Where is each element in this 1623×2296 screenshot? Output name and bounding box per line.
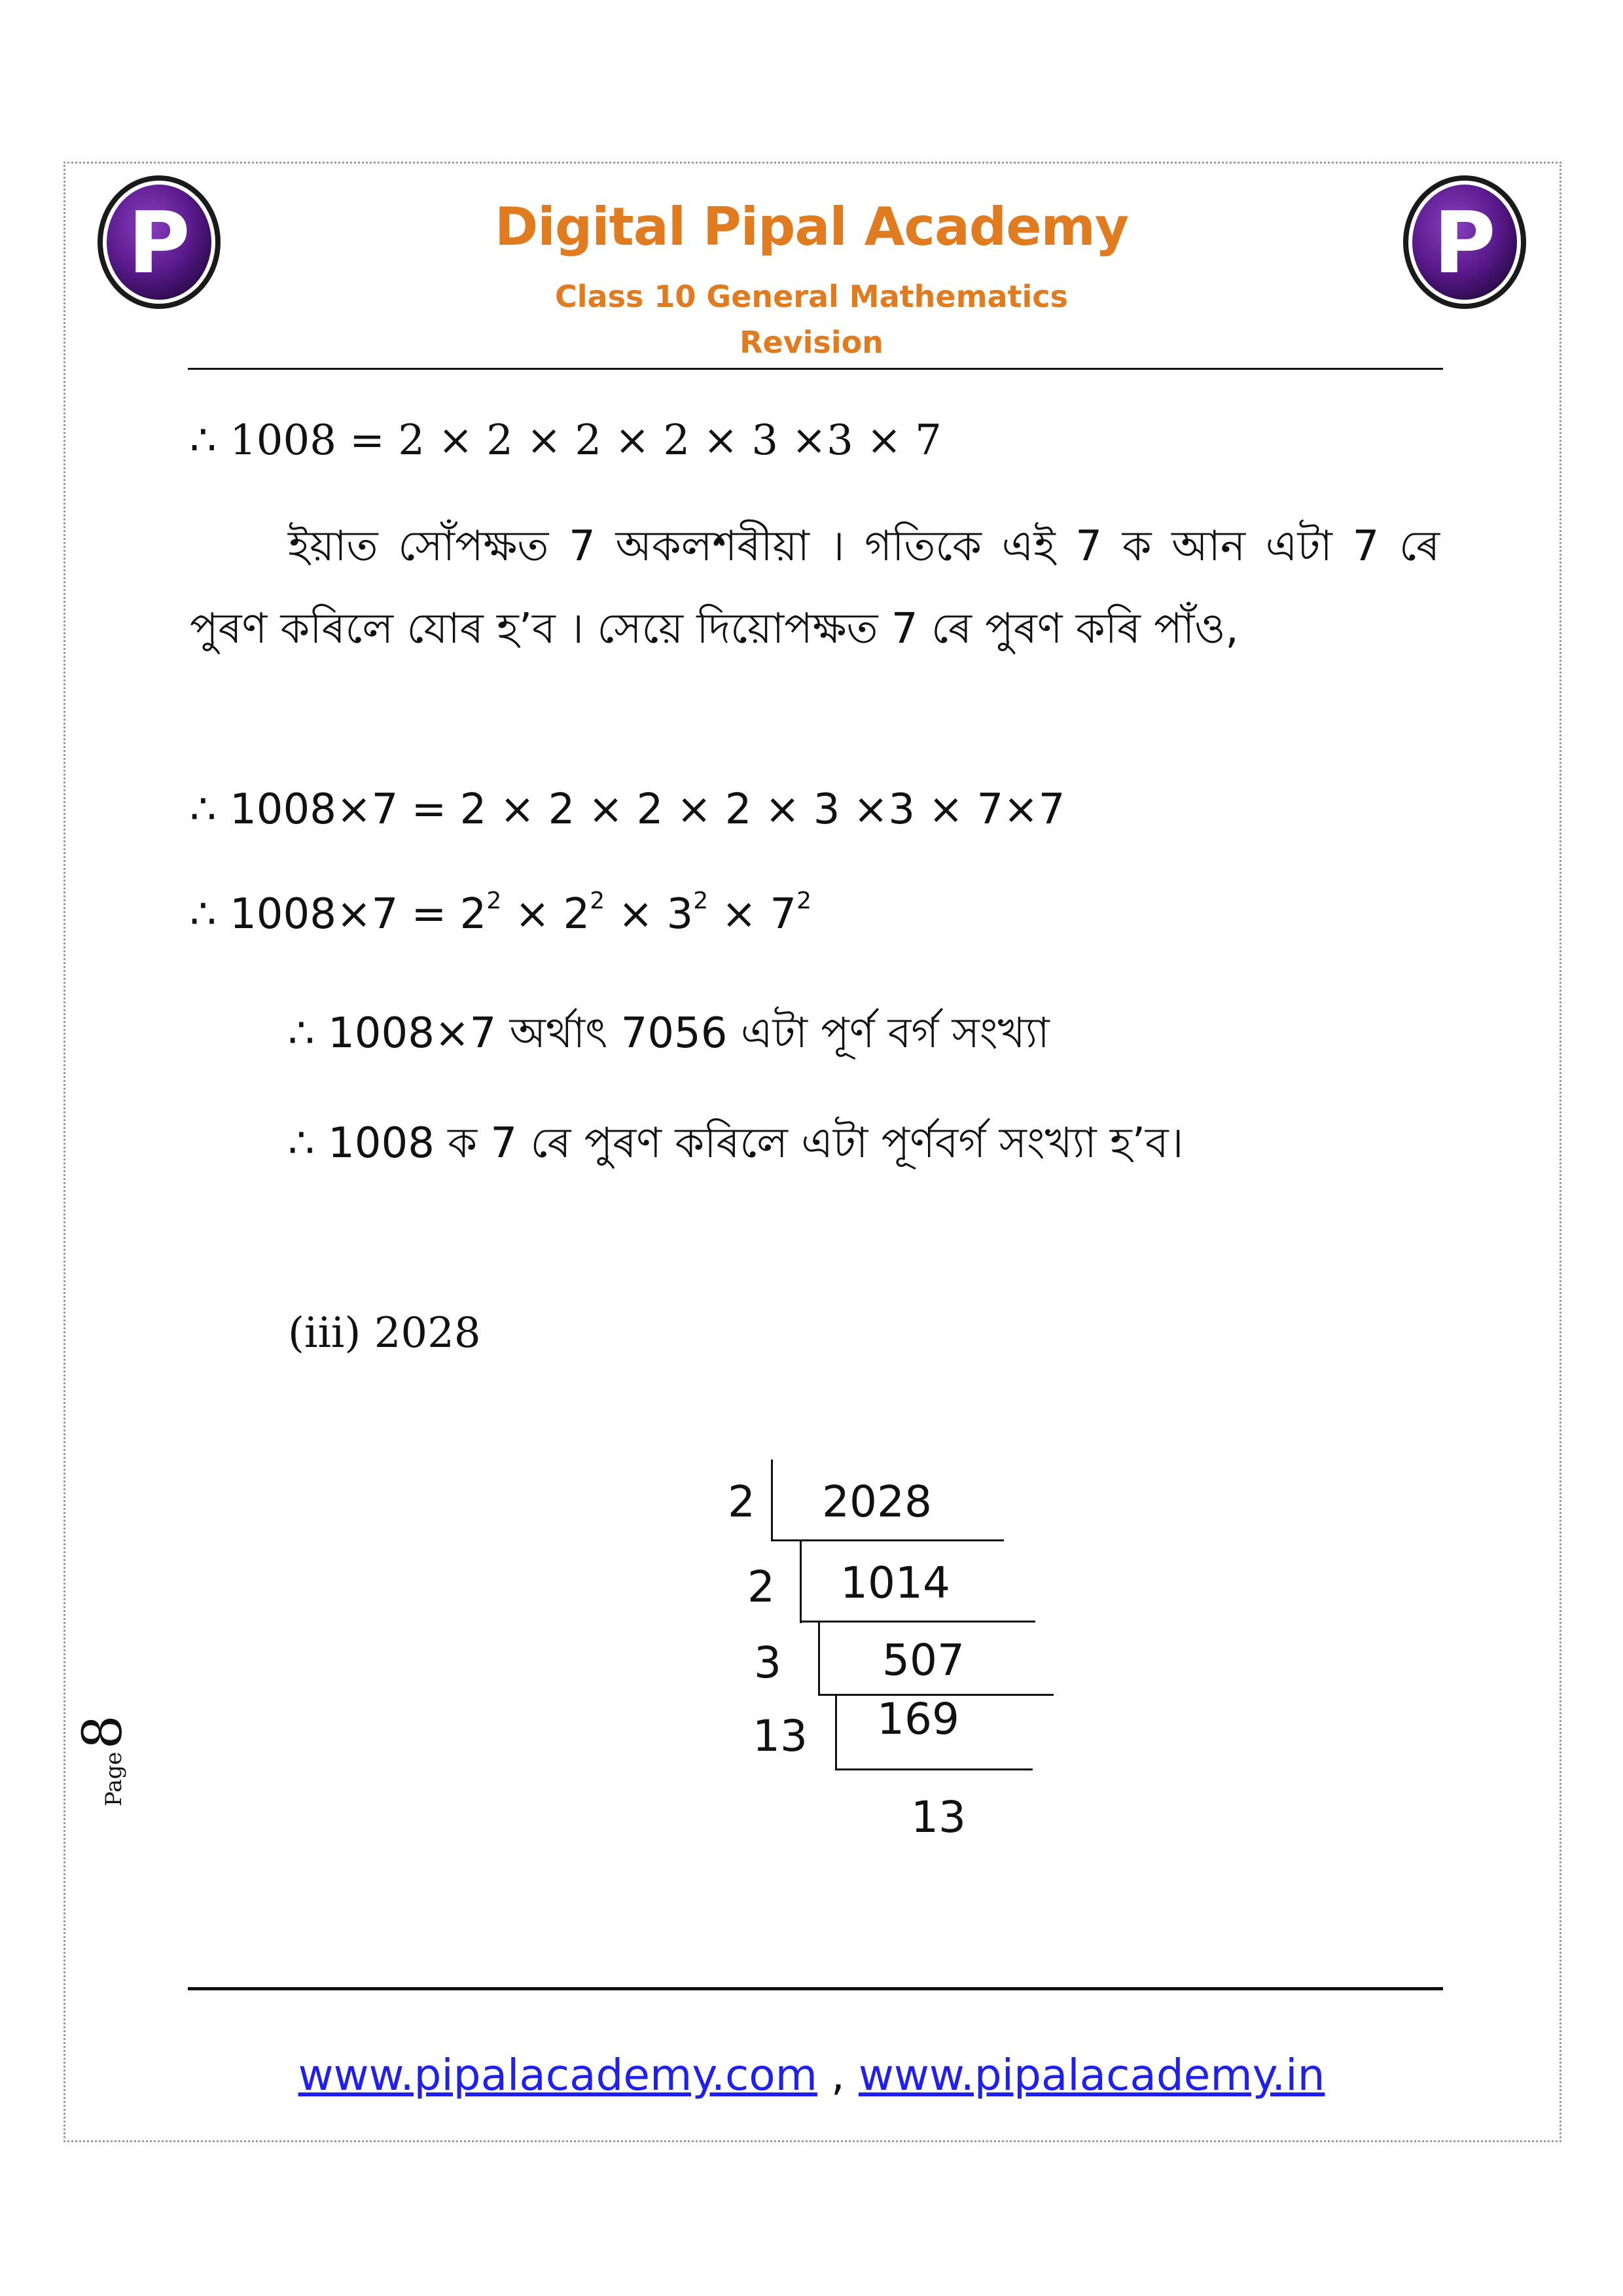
ladder-vertical-line xyxy=(800,1541,802,1623)
page-word: Page xyxy=(101,1751,127,1806)
header-title: Digital Pipal Academy xyxy=(495,196,1128,257)
logo-letter: P xyxy=(1433,193,1496,293)
page-number: 8 xyxy=(72,1715,134,1749)
factor-line-3-powers xyxy=(190,890,1440,939)
ladder-horizontal-line xyxy=(771,1539,1004,1541)
ladder-vertical-line xyxy=(835,1696,837,1770)
subquestion-label: (iii) 2028 xyxy=(288,1309,481,1357)
ladder-horizontal-line xyxy=(800,1621,1035,1623)
ladder-dividend: 169 xyxy=(877,1694,959,1744)
conclusion-statement: ∴ 1008 ক 7 ৰে পুৰণ কৰিলে এটা পূৰ্ণবৰ্গ সংখ্যা হ’ব। xyxy=(288,1119,1184,1168)
ladder-divisor: 2 xyxy=(728,1477,755,1527)
ladder-divisor: 2 xyxy=(747,1562,775,1612)
website-link-com[interactable]: www.pipalacademy.com xyxy=(298,2050,817,2100)
page-number-label xyxy=(72,1715,134,1806)
factor-line-2: ∴ 1008×7 = 2 × 2 × 2 × 2 × 3 ×3 × 7×7 xyxy=(190,785,1065,834)
factor-line-1: ∴ 1008 = 2 × 2 × 2 × 2 × 3 ×3 × 7 xyxy=(190,416,942,465)
ladder-dividend: 507 xyxy=(882,1635,965,1685)
website-link-in[interactable]: www.pipalacademy.in xyxy=(858,2050,1325,2100)
explanation-text: ইয়াত সোঁপক্ষত 7 অকলশৰীয়া । গতিকে এই 7 ক আন এটা 7 ৰে পুৰণ কৰিলে যোৰ হ’ব । সেয়ে দিয়োপক্ষত 7 ৰে পুৰণ কৰি পাঁও, xyxy=(190,522,1440,653)
ladder-dividend: 1014 xyxy=(840,1558,950,1608)
header-rule xyxy=(188,368,1443,370)
ladder-result: 13 xyxy=(911,1792,966,1842)
perfect-square-statement: ∴ 1008×7 অৰ্থাৎ 7056 এটা পূৰ্ণ বৰ্গ সংখ্যা xyxy=(288,1009,1050,1058)
power-term: $2^2$ × xyxy=(459,888,563,939)
header-subtitle-revision: Revision xyxy=(740,325,883,360)
ladder-divisor: 13 xyxy=(753,1711,808,1761)
explanation-paragraph xyxy=(190,505,1440,670)
footer-links xyxy=(0,2050,1623,2100)
ladder-vertical-line xyxy=(771,1460,773,1541)
logo-letter: P xyxy=(128,193,190,293)
power-term: $3^2$ × xyxy=(666,888,770,939)
power-term: $7^2$ xyxy=(770,888,812,939)
ladder-dividend: 2028 xyxy=(822,1477,932,1527)
power-term: $2^2$ × xyxy=(563,888,667,939)
ladder-vertical-line xyxy=(818,1623,820,1696)
powers-prefix: ∴ 1008×7 = xyxy=(190,890,460,939)
header-subtitle: Class 10 General Mathematics xyxy=(555,279,1068,314)
ladder-horizontal-line xyxy=(835,1768,1033,1770)
footer-rule xyxy=(188,1987,1443,1990)
footer-separator: , xyxy=(817,2050,859,2100)
ladder-divisor: 3 xyxy=(754,1638,781,1688)
